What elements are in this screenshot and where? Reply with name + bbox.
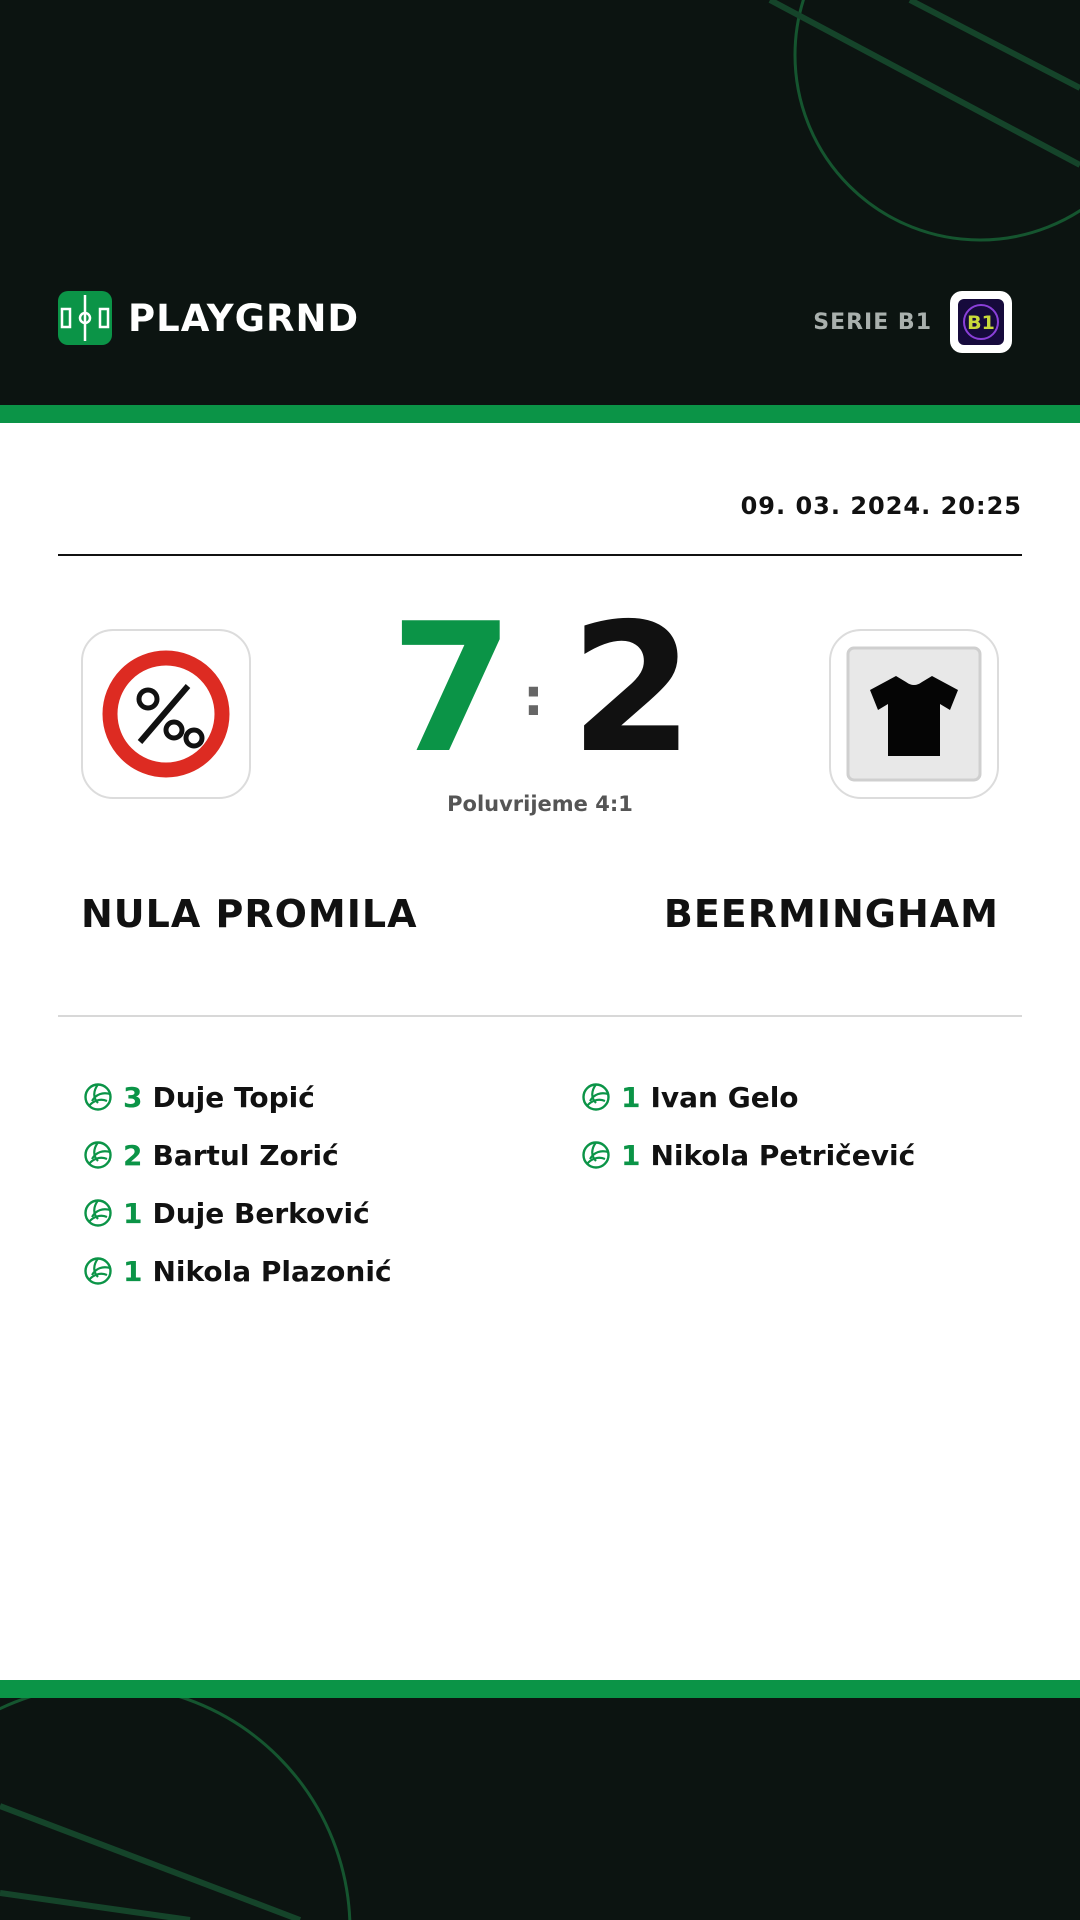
goal-count: 2 — [123, 1138, 143, 1172]
player-name: Nikola Plazonić — [152, 1254, 392, 1288]
player-name: Ivan Gelo — [650, 1080, 799, 1114]
league-badge-text: B1 — [967, 312, 995, 334]
accent-bar-bottom — [0, 1680, 1080, 1698]
no-alcohol-sign-icon — [96, 644, 236, 784]
black-shirt-icon — [846, 646, 982, 782]
volleyball-icon — [83, 1256, 113, 1286]
scoreboard — [380, 585, 700, 792]
halftime-score: Poluvrijeme 4:1 — [447, 792, 633, 816]
league-name: SERIE B1 — [813, 309, 932, 335]
header — [0, 0, 1080, 405]
home-team-crest — [81, 629, 251, 799]
player-name: Bartul Zorić — [152, 1138, 339, 1172]
brand-name: PLAYGRND — [128, 296, 360, 340]
home-score: 7 — [390, 585, 514, 792]
player-name: Duje Berković — [152, 1196, 370, 1230]
volleyball-icon — [581, 1082, 611, 1112]
goal-count: 1 — [123, 1254, 143, 1288]
goal-count: 1 — [123, 1196, 143, 1230]
divider — [58, 1015, 1022, 1017]
list-item — [581, 1068, 915, 1126]
goal-count: 3 — [123, 1080, 143, 1114]
home-team-name: NULA PROMILA — [81, 892, 418, 936]
away-team-crest — [829, 629, 999, 799]
volleyball-icon — [83, 1140, 113, 1170]
match-datetime: 09. 03. 2024. 20:25 — [740, 492, 1022, 520]
pitch-lines-decoration — [0, 1698, 1080, 1920]
goal-count: 1 — [621, 1138, 641, 1172]
volleyball-icon — [83, 1082, 113, 1112]
list-item — [581, 1126, 915, 1184]
goal-count: 1 — [621, 1080, 641, 1114]
player-name: Nikola Petričević — [650, 1138, 916, 1172]
away-team-name: BEERMINGHAM — [663, 892, 999, 936]
footer — [0, 1698, 1080, 1920]
list-item — [83, 1184, 392, 1242]
divider — [58, 554, 1022, 556]
accent-bar-top — [0, 405, 1080, 423]
away-score: 2 — [570, 585, 694, 792]
away-scorers-list — [581, 1068, 915, 1184]
league-badge-icon — [950, 291, 1012, 353]
league — [813, 291, 1012, 353]
volleyball-icon — [83, 1198, 113, 1228]
brand — [58, 291, 359, 345]
volleyball-icon — [581, 1140, 611, 1170]
list-item — [83, 1242, 392, 1300]
player-name: Duje Topić — [152, 1080, 315, 1114]
home-scorers-list — [83, 1068, 392, 1300]
pitch-icon — [58, 291, 112, 345]
list-item — [83, 1126, 392, 1184]
score-separator: : — [523, 668, 544, 728]
list-item — [83, 1068, 392, 1126]
